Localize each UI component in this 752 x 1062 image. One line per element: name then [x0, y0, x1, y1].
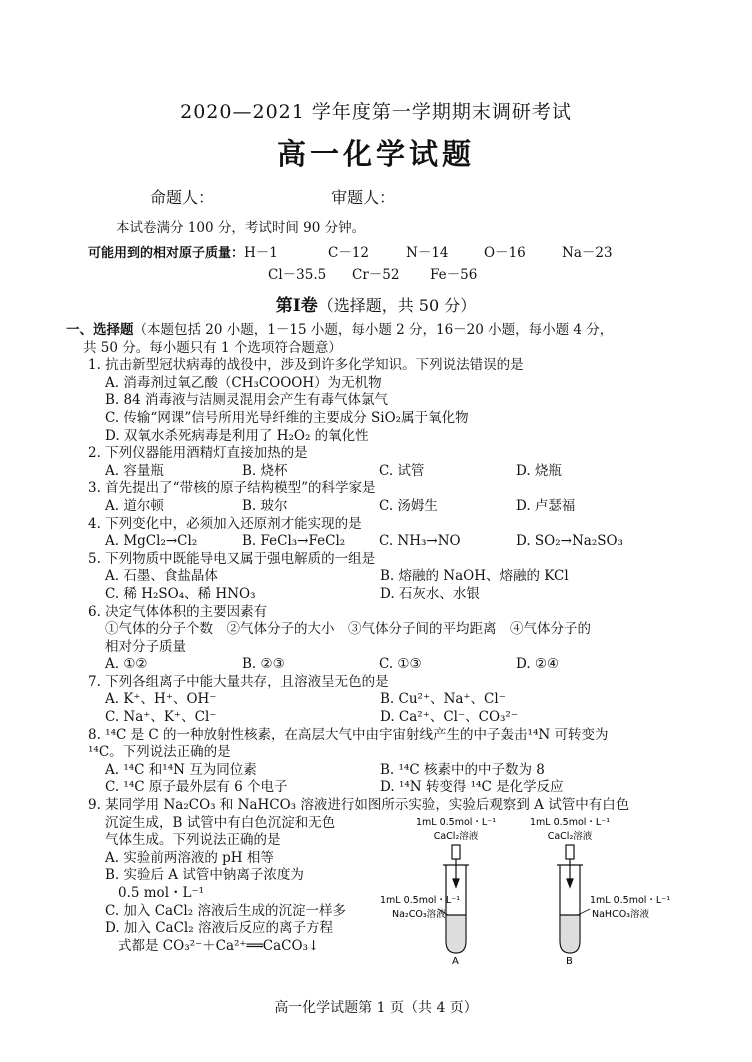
q4-stem: 4. 下列变化中，必须加入还原剂才能实现的是	[88, 515, 362, 532]
reviewer-label: 审题人：	[331, 188, 396, 207]
q4-option-a: A. MgCl₂→Cl₂	[105, 533, 198, 550]
q2-options	[88, 463, 678, 481]
q7-options-cd	[88, 709, 678, 727]
q2-option-d: D. 烧瓶	[516, 462, 562, 479]
q6-line2: ①气体的分子个数 ②气体分子的大小 ③气体分子间的平均距离 ④气体分子的	[105, 621, 591, 638]
q5-option-b: B. 熔融的 NaOH、熔融的 KCl	[380, 568, 569, 585]
exam-intro: 本试卷满分 100 分，考试时间 90 分钟。	[116, 220, 366, 236]
section-subtitle: （选择题，共 50 分）	[317, 296, 477, 315]
q9-option-b-cont: 0.5 mol・L⁻¹	[118, 885, 205, 901]
q5-option-d: D. 石灰水、水银	[380, 585, 480, 602]
q2-option-c: C. 试管	[379, 462, 425, 479]
q9-stem-3: 气体生成。下列说法正确的是	[105, 832, 281, 849]
diagram-top-right-2: CaCl₂溶液	[547, 830, 593, 842]
diagram-left-sol-2: Na₂CO₃溶液	[392, 908, 446, 920]
q7-option-c: C. Na⁺、K⁺、Cl⁻	[105, 709, 217, 726]
q9-stem: 9. 某同学用 Na₂CO₃ 和 NaHCO₃ 溶液进行如图所示实验，实验后观察到 A 试管中有白色	[88, 797, 630, 814]
section-heading	[0, 296, 752, 318]
exam-title: 2020—2021 学年度第一学期期末调研考试	[180, 101, 572, 123]
q8-option-c: C. ¹⁴C 原子最外层有 6 个电子	[105, 779, 288, 796]
diagram-label-b: B	[566, 955, 573, 965]
q4-options	[88, 533, 678, 551]
part-title: 一、选择题	[66, 322, 134, 338]
q1-option-c: C. 传输“网课”信号所用光导纤维的主要成分 SiO₂属于氧化物	[105, 409, 469, 426]
mass-na: Na－23	[562, 245, 613, 261]
q7-options-ab	[88, 691, 678, 709]
q2-stem: 2. 下列仪器能用酒精灯直接加热的是	[88, 445, 308, 462]
atomic-masses	[88, 245, 640, 289]
q9-stem-2: 沉淀生成，B 试管中有白色沉淀和无色	[105, 814, 336, 831]
q9-option-c: C. 加入 CaCl₂ 溶液后生成的沉淀一样多	[105, 902, 346, 919]
part-desc-2: 共 50 分。每小题只有 1 个选项符合题意）	[83, 339, 342, 356]
q6-stem: 6. 决定气体体积的主要因素有	[88, 603, 268, 620]
diagram-right-sol-2: NaHCO₃溶液	[592, 908, 649, 920]
q5-options-cd	[88, 586, 678, 604]
q3-option-d: D. 卢瑟福	[516, 497, 576, 514]
q6-option-b: B. ②③	[242, 656, 285, 673]
q2-option-a: A. 容量瓶	[105, 462, 164, 479]
mass-o: O－16	[484, 245, 526, 261]
mass-n: N－14	[406, 245, 449, 261]
q3-stem: 3. 首先提出了“带核的原子结构模型”的科学家是	[88, 480, 376, 497]
section-title: 第Ⅰ卷	[275, 296, 318, 316]
part-desc-1: （本题包括 20 小题，1－15 小题，每小题 2 分，16－20 小题，每小题 4 分，	[133, 322, 614, 338]
q8-stem: 8. ¹⁴C 是 C 的一种放射性核素，在高层大气中由宇宙射线产生的中子轰击¹⁴N 可转变为	[88, 726, 609, 743]
q5-option-c: C. 稀 H₂SO₄、稀 HNO₃	[105, 585, 256, 602]
q3-option-a: A. 道尔顿	[105, 497, 164, 514]
q4-option-c: C. NH₃→NO	[379, 533, 461, 550]
dropper-a	[452, 845, 460, 887]
q8-option-d: D. ¹⁴N 转变得 ¹⁴C 是化学反应	[380, 779, 564, 796]
q7-stem: 7. 下列各组离子中能大量共存，且溶液呈无色的是	[88, 673, 389, 690]
q1-option-d: D. 双氧水杀死病毒是利用了 H₂O₂ 的氧化性	[105, 427, 369, 444]
setter-label: 命题人：	[150, 188, 215, 207]
questions	[66, 322, 678, 965]
diagram-left-sol-1: 1mL 0.5mol・L⁻¹	[380, 894, 461, 906]
q8-option-a: A. ¹⁴C 和¹⁴N 互为同位素	[105, 761, 257, 778]
diagram-top-left-2: CaCl₂溶液	[433, 830, 479, 842]
q1-option-a: A. 消毒剂过氧乙酸（CH₃COOOH）为无机物	[105, 374, 382, 391]
q7-option-d: D. Ca²⁺、Cl⁻、CO₃²⁻	[380, 709, 518, 726]
mass-cl: Cl－35.5	[268, 267, 327, 283]
q4-option-d: D. SO₂→Na₂SO₃	[516, 533, 623, 550]
dropper-b	[566, 845, 574, 887]
diagram-label-a: A	[452, 955, 459, 965]
q6-line3: 相对分子质量	[105, 638, 186, 655]
q8-stem-2: ¹⁴C。下列说法正确的是	[88, 744, 231, 761]
q6-option-a: A. ①②	[105, 656, 148, 673]
q9-body	[88, 814, 678, 965]
diagram-top-right-1: 1mL 0.5mol・L⁻¹	[529, 816, 611, 828]
diagram-right-sol-1: 1mL 0.5mol・L⁻¹	[590, 894, 671, 906]
q3-options	[88, 498, 678, 516]
page-footer: 高一化学试题第 1 页（共 4 页）	[274, 1000, 478, 1016]
q9-option-a: A. 实验前两溶液的 pH 相等	[105, 849, 274, 866]
part-heading	[66, 322, 678, 340]
q9-option-d-cont: 式都是 CO₃²⁻＋Ca²⁺══CaCO₃↓	[118, 937, 320, 954]
q6-options	[88, 656, 678, 674]
q5-stem: 5. 下列物质中既能导电又属于强电解质的一组是	[88, 550, 376, 567]
diagram-top-left-1: 1mL 0.5mol・L⁻¹	[415, 816, 497, 828]
mass-cr: Cr－52	[352, 267, 400, 283]
subject-title: 高一化学试题	[276, 137, 475, 171]
mass-c: C－12	[328, 245, 370, 261]
atomic-masses-label: 可能用到的相对原子质量：	[88, 246, 245, 261]
mass-h: H－1	[244, 245, 278, 261]
q7-option-a: A. K⁺、H⁺、OH⁻	[105, 691, 217, 708]
mass-fe: Fe－56	[430, 267, 478, 283]
q8-options-cd	[88, 779, 678, 797]
q8-option-b: B. ¹⁴C 核素中的中子数为 8	[380, 761, 545, 778]
authors-line	[150, 188, 395, 208]
q3-option-c: C. 汤姆生	[379, 497, 438, 514]
q9-option-d: D. 加入 CaCl₂ 溶液后反应的离子方程	[105, 920, 333, 937]
q5-options-ab	[88, 568, 678, 586]
q4-option-b: B. FeCl₃→FeCl₂	[242, 533, 346, 550]
q5-option-a: A. 石墨、食盐晶体	[105, 568, 218, 585]
q8-options-ab	[88, 762, 678, 780]
q1-stem: 1. 抗击新型冠状病毒的战役中，涉及到许多化学知识。下列说法错误的是	[88, 357, 524, 374]
test-tube-diagram	[378, 815, 698, 965]
q9-option-b: B. 实验后 A 试管中钠离子浓度为	[105, 867, 304, 884]
q1-option-b: B. 84 消毒液与洁厕灵混用会产生有毒气体氯气	[105, 392, 388, 409]
q7-option-b: B. Cu²⁺、Na⁺、Cl⁻	[380, 691, 506, 708]
q6-option-c: C. ①③	[379, 656, 422, 673]
q2-option-b: B. 烧杯	[242, 462, 288, 479]
q3-option-b: B. 玻尔	[242, 497, 288, 514]
q6-option-d: D. ②④	[516, 656, 560, 673]
